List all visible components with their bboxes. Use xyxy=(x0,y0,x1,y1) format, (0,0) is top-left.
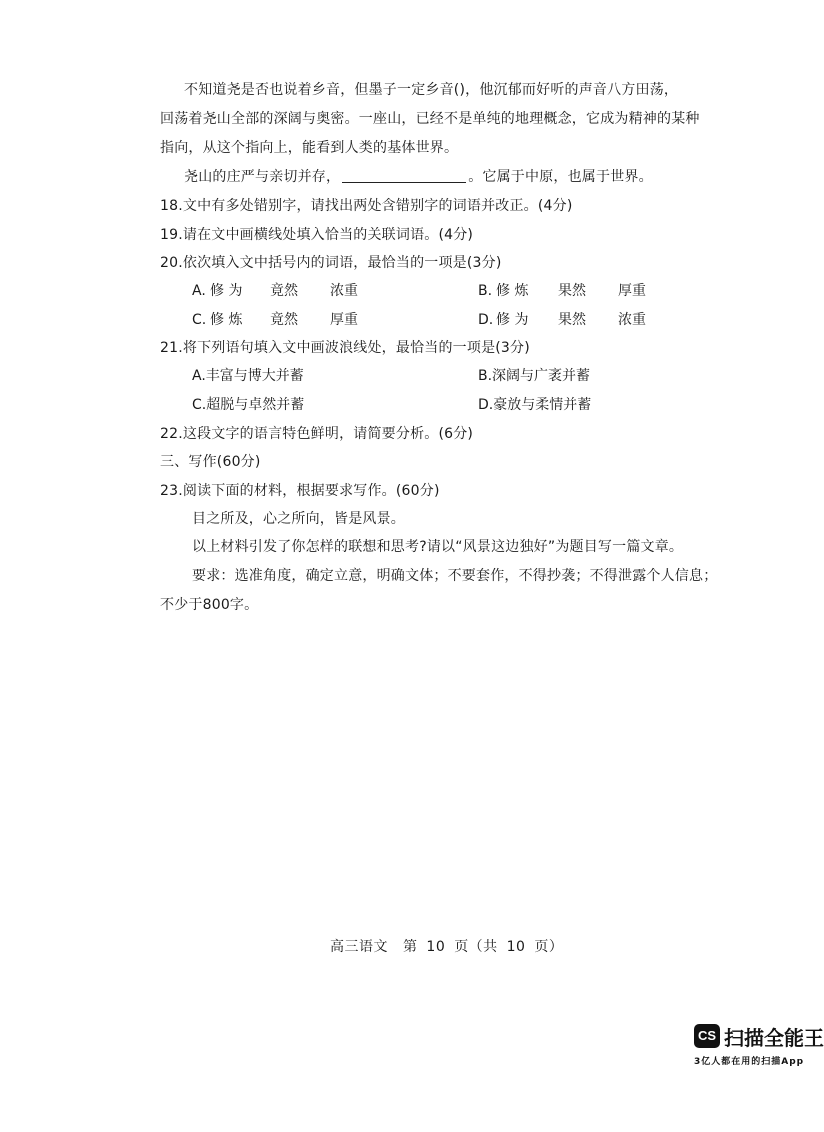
q20-option-word-1: 修 炼 xyxy=(210,312,243,328)
footer-subject: 高三语文 xyxy=(330,939,388,955)
q21-option-b: B.深阔与广袤并蓄 xyxy=(478,368,591,384)
footer-page-current: 10 xyxy=(426,939,446,955)
q21-option-d: D.豪放与柔情并蓄 xyxy=(478,397,592,413)
q20-option-word-3: 浓重 xyxy=(330,283,358,299)
page-footer xyxy=(330,936,563,956)
question-18: 18.文中有多处错别字，请找出两处含错别字的词语并改正。(4分) xyxy=(160,198,573,214)
q20-option-label: C. xyxy=(192,312,207,328)
passage-line-2: 回荡着尧山全部的深阔与奥密。一座山，已经不是单纯的地理概念，它成为精神的某种 xyxy=(160,111,700,127)
q20-option-word-2: 果然 xyxy=(558,312,586,328)
q20-option-word-3: 厚重 xyxy=(618,283,646,299)
q20-option-word-1: 修 为 xyxy=(496,312,529,328)
question-19: 19.请在文中画横线处填入恰当的关联词语。(4分) xyxy=(160,227,474,243)
writing-prompt: 以上材料引发了你怎样的联想和思考?请以“风景这边独好”为题目写一篇文章。 xyxy=(192,539,684,555)
writing-material: 目之所及，心之所向，皆是风景。 xyxy=(192,511,405,527)
passage-line-3: 指向，从这个指向上，能看到人类的基体世界。 xyxy=(160,140,459,156)
fill-in-blank xyxy=(342,168,466,183)
footer-page-mid: 页（共 xyxy=(454,939,498,955)
q20-option-d xyxy=(478,310,646,330)
passage-line-1: 不知道尧是否也说着乡音，但墨子一定乡音()，他沉郁而好听的声音八方田荡， xyxy=(184,82,679,98)
watermark-subtext: 3亿人都在用的扫描App xyxy=(694,1057,805,1067)
watermark-text: 扫描全能王 xyxy=(724,1026,824,1050)
footer-page-total: 10 xyxy=(506,939,526,955)
q20-option-word-2: 果然 xyxy=(558,283,586,299)
question-22: 22.这段文字的语言特色鲜明，请简要分析。(6分) xyxy=(160,426,474,442)
q20-option-a xyxy=(192,281,358,301)
question-20-stem: 20.依次填入文中括号内的词语，最恰当的一项是(3分) xyxy=(160,255,502,271)
writing-requirements-line-2: 不少于800字。 xyxy=(160,597,259,613)
q20-option-label: B. xyxy=(478,283,493,299)
question-21-stem: 21.将下列语句填入文中画波浪线处，最恰当的一项是(3分) xyxy=(160,340,530,356)
q20-option-c xyxy=(192,310,358,330)
footer-page-prefix: 第 xyxy=(402,939,418,955)
writing-requirements-line-1: 要求：选准角度，确定立意，明确文体；不要套作，不得抄袭；不得泄露个人信息； xyxy=(192,568,718,584)
q21-option-c: C.超脱与卓然并蓄 xyxy=(192,397,305,413)
passage-line-4 xyxy=(184,167,653,187)
q20-option-b xyxy=(478,281,646,301)
camscanner-logo-icon: CS xyxy=(694,1024,720,1048)
q20-option-word-2: 竟然 xyxy=(270,312,298,328)
q20-option-word-1: 修 为 xyxy=(210,283,243,299)
question-23: 23.阅读下面的材料，根据要求写作。(60分) xyxy=(160,483,440,499)
q20-option-word-3: 浓重 xyxy=(618,312,646,328)
q20-option-word-2: 竟然 xyxy=(270,283,298,299)
section-3-title: 三、写作(60分) xyxy=(160,454,261,470)
q20-option-label: A. xyxy=(192,283,206,299)
q21-option-a: A.丰富与博大并蓄 xyxy=(192,368,304,384)
passage-line-4-before: 尧山的庄严与亲切并存， xyxy=(184,169,341,185)
q20-option-label: D. xyxy=(478,312,494,328)
passage-line-4-after: 。它属于中原，也属于世界。 xyxy=(468,169,653,185)
footer-page-suffix: 页） xyxy=(534,939,564,955)
q20-option-word-1: 修 炼 xyxy=(496,283,529,299)
q20-option-word-3: 厚重 xyxy=(330,312,358,328)
